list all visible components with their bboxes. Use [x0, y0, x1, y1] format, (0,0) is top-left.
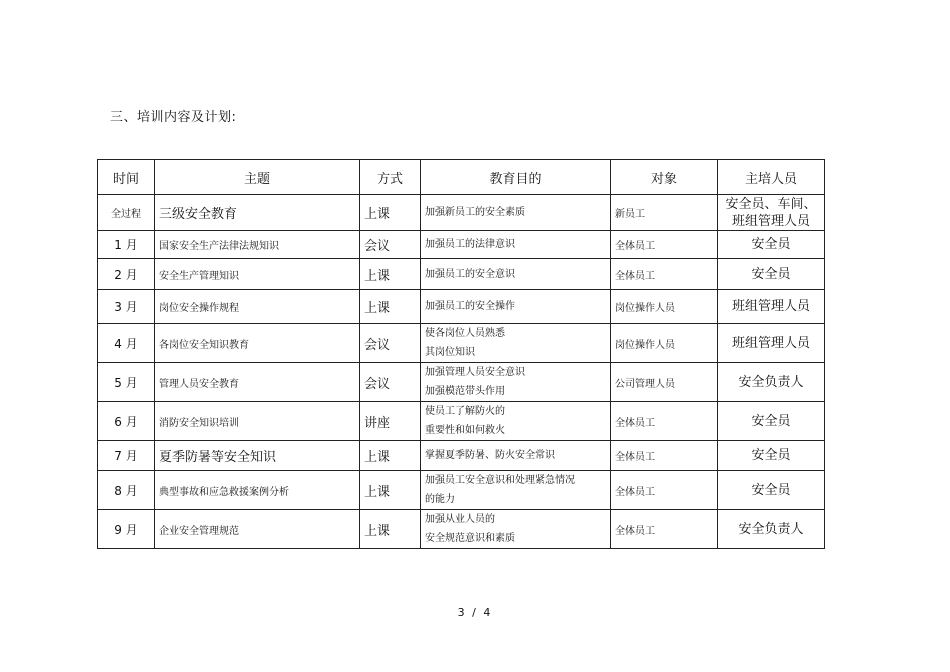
- purpose-line: 使员工了解防火的: [425, 406, 505, 417]
- table-row: [98, 471, 825, 510]
- cell-purpose: [421, 290, 611, 324]
- cell-method: 会议: [360, 363, 421, 402]
- cell-target: 全体员工: [611, 231, 718, 259]
- trainer-line: 安全负责人: [738, 521, 804, 537]
- cell-trainer: [718, 259, 825, 290]
- trainer-line: 安全员: [751, 237, 791, 252]
- purpose-line: 加强员工的法律意识: [425, 239, 515, 250]
- purpose-line: 其岗位知识: [425, 347, 475, 358]
- purpose-line: 加强模范带头作用: [425, 386, 505, 397]
- table-row: [98, 363, 825, 402]
- cell-trainer: [718, 363, 825, 402]
- purpose-line: 加强新员工的安全素质: [425, 207, 525, 218]
- cell-method: 讲座: [360, 402, 421, 441]
- table-row: [98, 195, 825, 231]
- cell-time: 8 月: [98, 471, 155, 510]
- cell-method: 会议: [360, 324, 421, 363]
- purpose-line: 加强员工的安全意识: [425, 268, 515, 280]
- header-target: 对象: [611, 160, 718, 195]
- cell-time: 全过程: [98, 195, 155, 231]
- cell-purpose: [421, 259, 611, 290]
- cell-time: 3 月: [98, 290, 155, 324]
- header-purpose: 教育目的: [421, 160, 611, 195]
- cell-trainer: [718, 471, 825, 510]
- cell-topic: 企业安全管理规范: [155, 510, 360, 549]
- page-number: 3 / 4: [457, 606, 493, 619]
- training-plan-table: [97, 159, 825, 549]
- trainer-line: 安全员、车间、: [725, 196, 817, 212]
- cell-target: 岗位操作人员: [611, 324, 718, 363]
- cell-purpose: [421, 363, 611, 402]
- trainer-line: 班组管理人员: [731, 299, 810, 314]
- cell-trainer: [718, 324, 825, 363]
- cell-trainer: [718, 290, 825, 324]
- cell-method: 会议: [360, 231, 421, 259]
- purpose-line: 的能力: [425, 494, 455, 505]
- cell-target: 新员工: [611, 195, 718, 231]
- table-row: [98, 290, 825, 324]
- cell-time: 4 月: [98, 324, 155, 363]
- cell-purpose: [421, 402, 611, 441]
- cell-topic: 三级安全教育: [155, 195, 360, 231]
- cell-time: 7 月: [98, 441, 155, 471]
- cell-trainer: [718, 195, 825, 231]
- cell-target: 全体员工: [611, 259, 718, 290]
- cell-method: 上课: [360, 471, 421, 510]
- cell-purpose: [421, 441, 611, 471]
- trainer-line: 安全员: [751, 413, 791, 429]
- table-row: [98, 324, 825, 363]
- table-header-row: [98, 160, 825, 195]
- cell-topic: 各岗位安全知识教育: [155, 324, 360, 363]
- cell-time: 9 月: [98, 510, 155, 549]
- trainer-line: 安全员: [751, 266, 791, 282]
- cell-target: 岗位操作人员: [611, 290, 718, 324]
- cell-topic: 安全生产管理知识: [155, 259, 360, 290]
- purpose-line: 加强员工安全意识和处理紧急情况: [425, 475, 575, 486]
- cell-method: 上课: [360, 441, 421, 471]
- table-row: [98, 259, 825, 290]
- section-title: 三、培训内容及计划:: [110, 110, 237, 125]
- trainer-line: 班组管理人员: [731, 213, 810, 229]
- cell-purpose: [421, 195, 611, 231]
- cell-topic: 岗位安全操作规程: [155, 290, 360, 324]
- table-row: [98, 441, 825, 471]
- header-trainer: 主培人员: [718, 160, 825, 195]
- cell-topic: 消防安全知识培训: [155, 402, 360, 441]
- table-row: [98, 510, 825, 549]
- cell-topic: 国家安全生产法律法规知识: [155, 231, 360, 259]
- trainer-line: 安全员: [751, 448, 791, 463]
- header-topic: 主题: [155, 160, 360, 195]
- cell-time: 1 月: [98, 231, 155, 259]
- purpose-line: 加强管理人员安全意识: [425, 367, 525, 378]
- cell-target: 全体员工: [611, 510, 718, 549]
- purpose-line: 掌握夏季防暑、防火安全常识: [425, 450, 555, 461]
- header-time: 时间: [98, 160, 155, 195]
- cell-trainer: [718, 231, 825, 259]
- cell-trainer: [718, 402, 825, 441]
- cell-target: 全体员工: [611, 441, 718, 471]
- cell-purpose: [421, 231, 611, 259]
- purpose-line: 安全规范意识和素质: [425, 533, 515, 544]
- cell-method: 上课: [360, 259, 421, 290]
- cell-time: 6 月: [98, 402, 155, 441]
- cell-trainer: [718, 441, 825, 471]
- purpose-line: 重要性和如何救火: [425, 425, 505, 436]
- purpose-line: 使各岗位人员熟悉: [425, 328, 505, 339]
- cell-target: 全体员工: [611, 402, 718, 441]
- cell-method: 上课: [360, 290, 421, 324]
- trainer-line: 班组管理人员: [731, 335, 810, 351]
- header-method: 方式: [360, 160, 421, 195]
- table-body: [98, 195, 825, 549]
- purpose-line: 加强从业人员的: [425, 514, 495, 525]
- table-row: [98, 231, 825, 259]
- trainer-line: 安全负责人: [738, 374, 804, 390]
- cell-trainer: [718, 510, 825, 549]
- cell-method: 上课: [360, 195, 421, 231]
- trainer-line: 安全员: [751, 482, 791, 498]
- cell-purpose: [421, 324, 611, 363]
- cell-target: 公司管理人员: [611, 363, 718, 402]
- cell-time: 2 月: [98, 259, 155, 290]
- cell-topic: 管理人员安全教育: [155, 363, 360, 402]
- cell-purpose: [421, 471, 611, 510]
- purpose-line: 加强员工的安全操作: [425, 301, 515, 312]
- cell-time: 5 月: [98, 363, 155, 402]
- cell-method: 上课: [360, 510, 421, 549]
- cell-topic: 夏季防暑等安全知识: [155, 441, 360, 471]
- table-row: [98, 402, 825, 441]
- cell-target: 全体员工: [611, 471, 718, 510]
- cell-topic: 典型事故和应急救援案例分析: [155, 471, 360, 510]
- cell-purpose: [421, 510, 611, 549]
